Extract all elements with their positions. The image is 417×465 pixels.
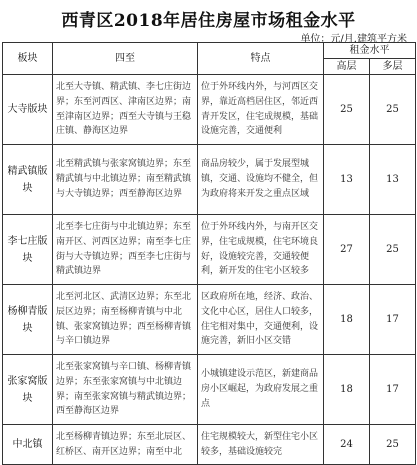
table-row xyxy=(3,75,416,145)
features-cell: 住宅规模较大，新型住宅小区较多，基础设施较完 xyxy=(198,425,324,465)
table-row xyxy=(3,355,416,425)
high-rise-rent: 24 xyxy=(324,425,370,465)
unit-note: 单位：元/月.建筑平方米 xyxy=(300,34,407,45)
features-cell: 位于外环线内外，与南开区交界，住宅成规模，住宅环境良好，设施较完善，交通较便利，新开发的住宅小区较多 xyxy=(198,215,324,285)
multi-storey-rent: 25 xyxy=(370,425,416,465)
document-title: 西青区2018年居住房屋市场租金水平 xyxy=(61,11,356,31)
block-name: 张家窝版块 xyxy=(3,355,53,425)
features-cell: 区政府所在地，经济、政治、文化中心区，居住人口较多，住宅相对集中，交通便利，设施完善，新旧小区交错 xyxy=(198,285,324,355)
table-row xyxy=(3,285,416,355)
boundary-cell: 北至大寺镇、精武镇、李七庄街边界；东至河西区、津南区边界；南至津南区边界；西至大寺镇与王稳庄镇、静海区边界 xyxy=(53,75,198,145)
table-row xyxy=(3,215,416,285)
features-cell: 小城镇建设示范区，新建商品房小区崛起，为政府发展之重点 xyxy=(198,355,324,425)
multi-storey-rent: 25 xyxy=(370,75,416,145)
block-name: 李七庄版块 xyxy=(3,215,53,285)
boundary-cell: 北至李七庄街与中北镇边界；东至南开区、河西区边界；南至李七庄街与大寺镇边界；西至李七庄街与精武镇边界 xyxy=(53,215,198,285)
high-rise-rent: 18 xyxy=(324,285,370,355)
high-rise-rent: 18 xyxy=(324,355,370,425)
table-row xyxy=(3,425,416,465)
header-features: 特点 xyxy=(198,43,324,75)
header-multi-storey: 多层 xyxy=(370,59,416,75)
features-cell: 位于外环线内外，与河西区交界，靠近高档居住区，邻近西青开发区，住宅成规模，基础设施完善，交通便利 xyxy=(198,75,324,145)
high-rise-rent: 27 xyxy=(324,215,370,285)
multi-storey-rent: 17 xyxy=(370,355,416,425)
multi-storey-rent: 13 xyxy=(370,145,416,215)
block-name: 精武镇版块 xyxy=(3,145,53,215)
table-row xyxy=(3,145,416,215)
header-high-rise: 高层 xyxy=(324,59,370,75)
multi-storey-rent: 17 xyxy=(370,285,416,355)
high-rise-rent: 13 xyxy=(324,145,370,215)
header-boundary: 四至 xyxy=(53,43,198,75)
boundary-cell: 北至杨柳青镇边界；东至北辰区、红桥区、南开区边界；南至中北 xyxy=(53,425,198,465)
features-cell: 商品房较少，属于发展型城镇，交通、设施均不健全，但为政府将来开发之重点区域 xyxy=(198,145,324,215)
rent-table xyxy=(2,42,416,465)
block-name: 中北镇 xyxy=(3,425,53,465)
multi-storey-rent: 25 xyxy=(370,215,416,285)
block-name: 杨柳青版块 xyxy=(3,285,53,355)
boundary-cell: 北至河北区、武清区边界；东至北辰区边界；南至杨柳青镇与中北镇、张家窝镇边界；西至杨柳青镇与辛口镇边界 xyxy=(53,285,198,355)
block-name: 大寺版块 xyxy=(3,75,53,145)
table-header-row xyxy=(3,43,416,59)
header-block: 板块 xyxy=(3,43,53,75)
boundary-cell: 北至精武镇与张家窝镇边界；东至精武镇与中北镇边界；南至精武镇与大寺镇边界；西至静海区边界 xyxy=(53,145,198,215)
boundary-cell: 北至张家窝镇与辛口镇、杨柳青镇边界；东至张家窝镇与中北镇边界；南至张家窝镇与精武镇边界；西至静海区边界 xyxy=(53,355,198,425)
header-rent-level: 租金水平 xyxy=(324,43,416,59)
high-rise-rent: 25 xyxy=(324,75,370,145)
